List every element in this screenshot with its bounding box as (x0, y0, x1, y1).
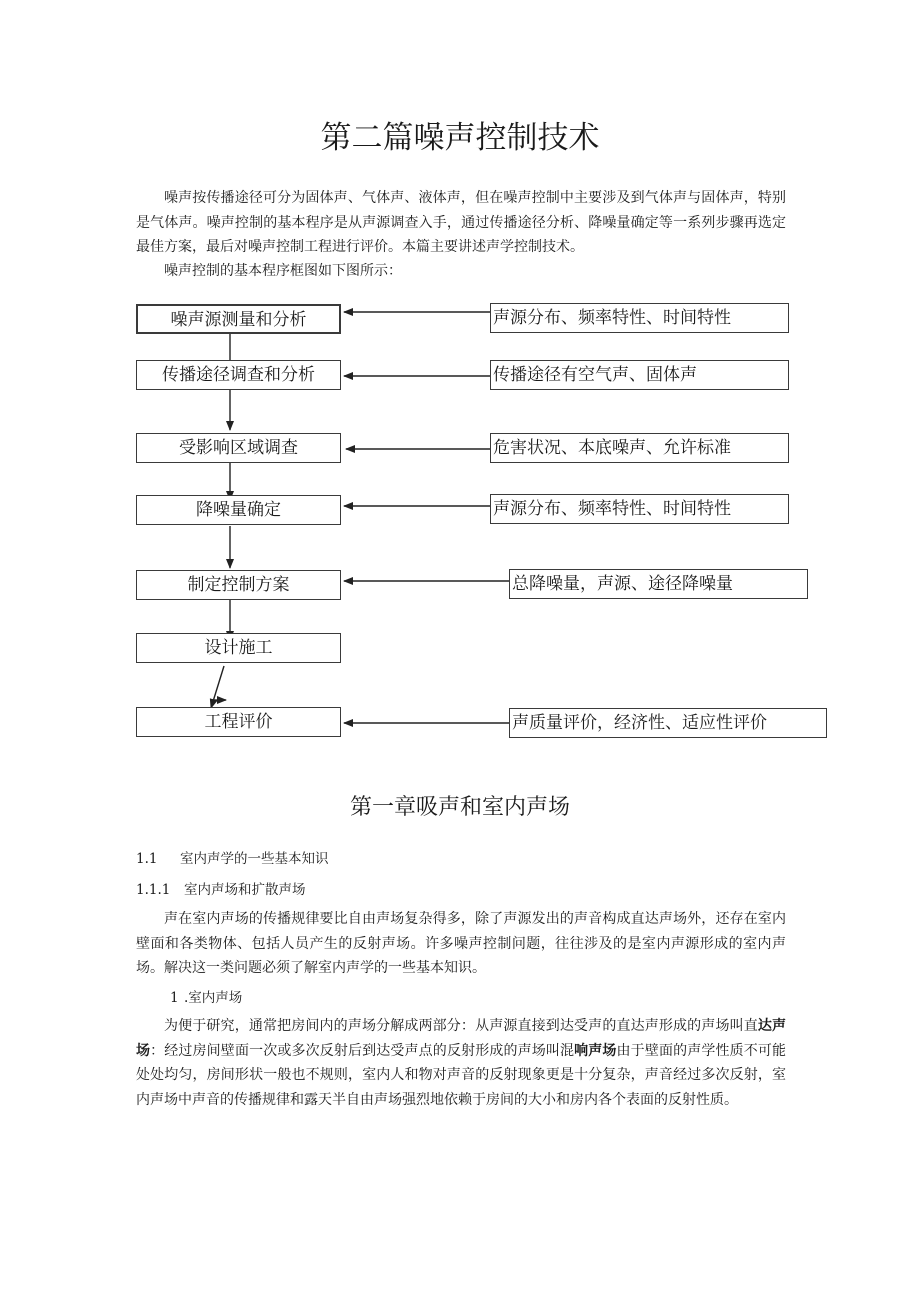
input-box-5: 总降噪量，声源、途径降噪量 (509, 569, 808, 599)
step-box-4 (136, 495, 341, 525)
intro-paragraph: 噪声按传播途径可分为固体声、气体声、液体声，但在噪声控制中主要涉及到气体声与固体声，特别是气体声。噪声控制的基本程序是从声源调查入手，通过传播途径分析、降噪量确定等一系列步骤再选定最佳方案，最后对噪声控制工程进行评价。本篇主要讲述声学控制技术。 (136, 190, 786, 255)
section-heading-1-1-1 (136, 878, 306, 898)
step-label-1: 噪声源测量和分析 (170, 310, 307, 330)
input-box-7: 声质量评价，经济性、适应性评价 (509, 708, 827, 738)
section-title: 室内声学的一些基本知识 (180, 851, 329, 867)
step-box-3 (136, 433, 341, 463)
step-label-2: 传播途径调查和分析 (162, 365, 315, 385)
item-title: .室内声场 (184, 990, 243, 1006)
page-title: 第二篇噪声控制技术 (320, 120, 600, 156)
item-number: 1 (170, 990, 179, 1006)
step-box-1 (136, 304, 341, 334)
section-number: 1.1.1 (136, 882, 171, 898)
step-label-5: 制定控制方案 (187, 575, 290, 595)
text-run: 由于壁面的声学性质不可能处处均匀，房间形状一般也不规则，室内人和物对声音的反射现象更是十分复杂，声音经过多次反射，室内声场中声音的传播规律和露天半自由声场强烈地依赖于房间的大小和房内各个表面的反射性质。 (136, 1042, 787, 1108)
chapter-title: 第一章吸声和室内声场 (349, 795, 570, 820)
step-box-6 (136, 633, 341, 663)
step-label-4: 降噪量确定 (196, 500, 281, 520)
step-box-5 (136, 570, 341, 600)
step-label-6: 设计施工 (204, 638, 273, 658)
step-box-2 (136, 360, 341, 390)
term-reverberant-field: 响声场 (574, 1042, 617, 1059)
noise-control-flowchart (0, 290, 920, 750)
step-box-7 (136, 707, 341, 737)
text-run: ：经过房间壁面一次或多次反射后到达受声点的反射形成的声场叫混 (150, 1042, 575, 1059)
term-direct-field: 达声场 (136, 1018, 786, 1059)
step-label-3: 受影响区域调查 (179, 438, 298, 458)
flowchart-caption: 噪声控制的基本程序框图如下图所示： (164, 263, 402, 279)
input-box-1: 声源分布、频率特性、时间特性 (490, 303, 789, 333)
section-number: 1.1 (136, 851, 158, 867)
body-paragraph-2 (136, 1014, 786, 1112)
item-heading-1 (170, 986, 242, 1006)
text-run: 为便于研究，通常把房间内的声场分解成两部分：从声源直接到达受声的直达声形成的声场叫直 (164, 1018, 758, 1034)
input-box-2: 传播途径有空气声、固体声 (490, 360, 789, 390)
section-title: 室内声场和扩散声场 (184, 882, 306, 898)
section-heading-1-1 (136, 847, 329, 867)
input-box-3: 危害状况、本底噪声、允许标准 (490, 433, 789, 463)
step-label-7: 工程评价 (204, 712, 273, 732)
connector-6 (211, 666, 224, 708)
input-box-4: 声源分布、频率特性、时间特性 (490, 494, 789, 524)
body-paragraph-1: 声在室内声场的传播规律要比自由声场复杂得多，除了声源发出的声音构成直达声场外，还存在室内壁面和各类物体、包括人员产生的反射声场。许多噪声控制问题，往往涉及的是室内声源形成的室内声场。解决这一类问题必须了解室内声学的一些基本知识。 (136, 911, 786, 976)
